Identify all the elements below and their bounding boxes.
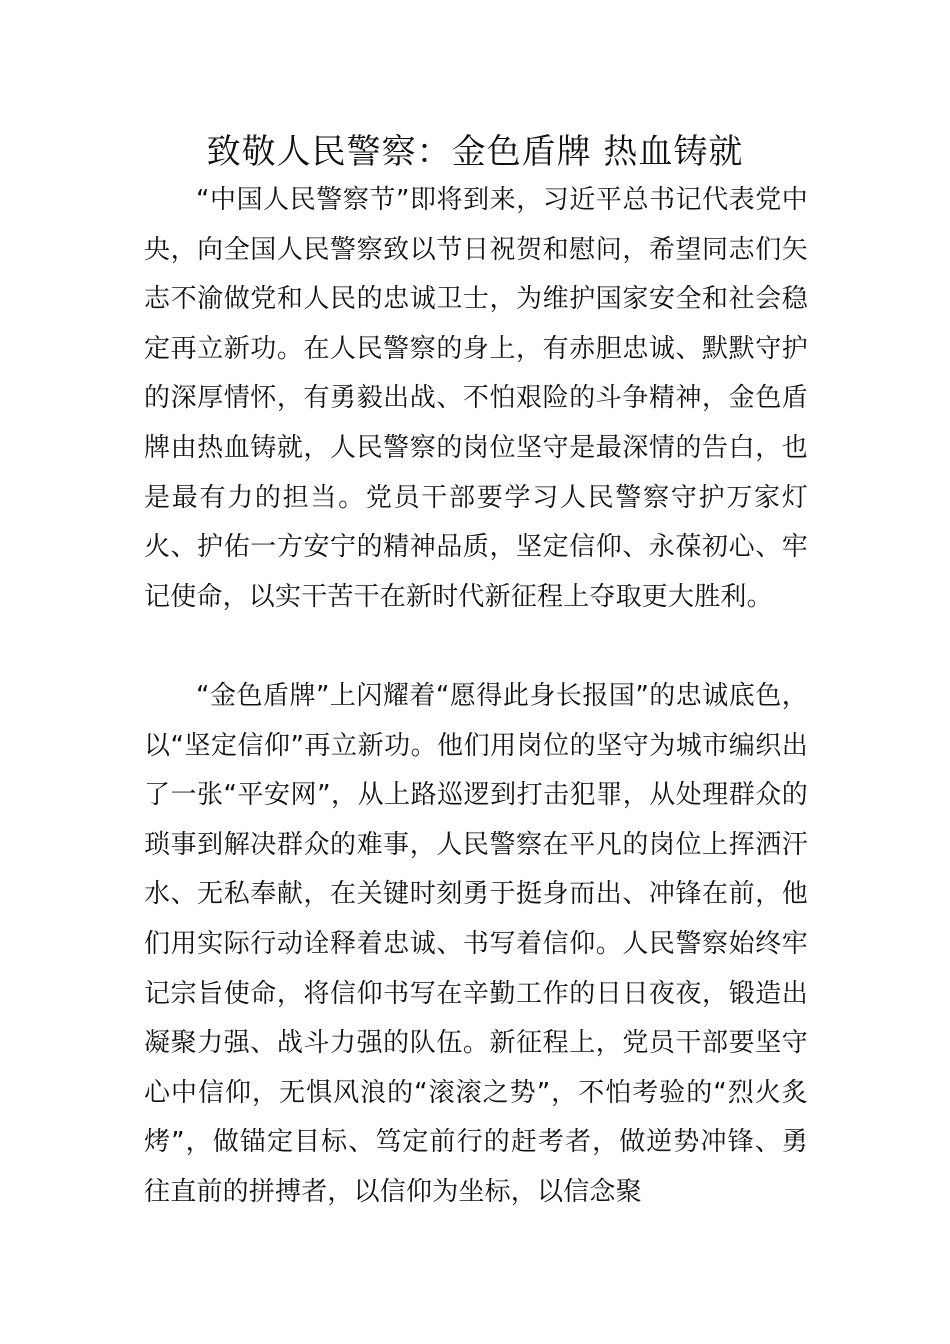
paragraph-1: “中国人民警察节”即将到来，习近平总书记代表党中央，向全国人民警察致以节日祝贺和慰问，希望同志们矢志不渝做党和人民的忠诚卫士，为维护国家安全和社会稳定再立新功。在人民警察的身上，有赤胆忠诚、默默守护的深厚情怀，有勇毅出战、不怕艰险的斗争精神，金色盾牌由热血铸就，人民警察的岗位坚守是最深情的告白，也是最有力的担当。党员干部要学习人民警察守护万家灯火、护佑一方安宁的精神品质，坚定信仰、永葆初心、牢记使命，以实干苦干在新时代新征程上夺取更大胜利。 (144, 185, 808, 612)
paragraph-2: “金色盾牌”上闪耀着“愿得此身长报国”的忠诚底色，以“坚定信仰”再立新功。他们用岗位的坚守为城市编织出了一张“平安网”，从上路巡逻到打击犯罪，从处理群众的琐事到解决群众的难事，人民警察在平凡的岗位上挥洒汗水、无私奉献，在关键时刻勇于挺身而出、冲锋在前，他们用实际行动诠释着忠诚、书写着信仰。人民警察始终牢记宗旨使命，将信仰书写在辛勤工作的日日夜夜，锻造出凝聚力强、战斗力强的队伍。新征程上，党员干部要坚守心中信仰，无惧风浪的“滚滚之势”，不怕考验的“烈火炙烤”，做锚定目标、笃定前行的赶考者，做逆势冲锋、勇往直前的拼搏者，以信仰为坐标，以信念聚 (144, 681, 808, 1207)
page-title: 致敬人民警察：金色盾牌 热血铸就 (206, 132, 744, 172)
